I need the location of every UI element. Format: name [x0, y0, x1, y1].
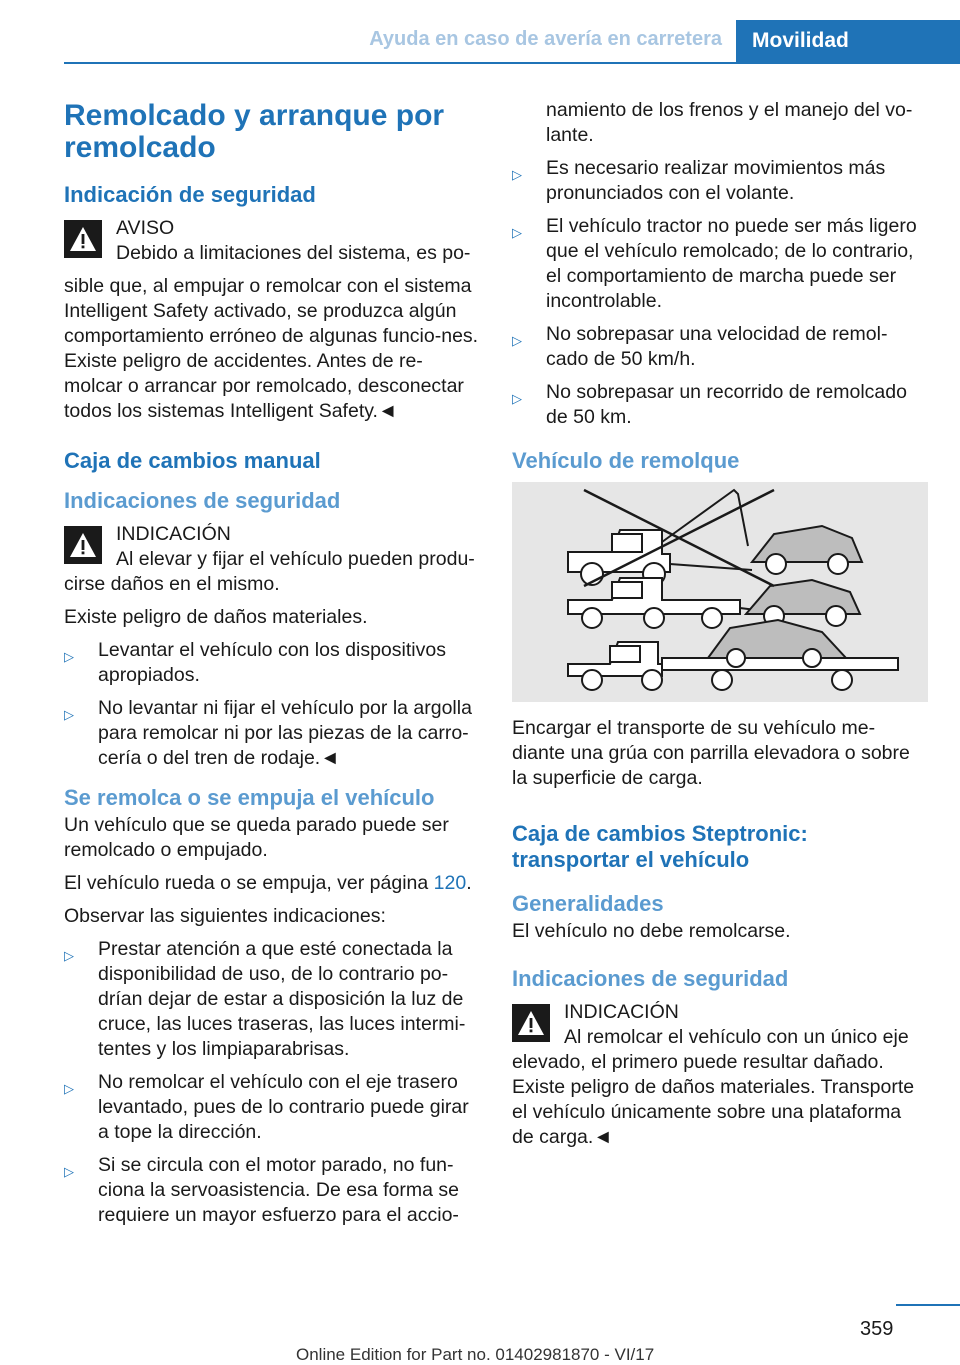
- warning-triangle-icon: [512, 1004, 550, 1042]
- page-title: Remolcado y arranque por remolcado: [64, 99, 445, 164]
- list-item: ▷ Levantar el vehículo con los dispositivos apropiados.: [64, 639, 446, 686]
- right-column: [512, 98, 928, 1158]
- notice-first-line: Al remolcar el vehículo con un único eje: [564, 1026, 909, 1048]
- figure-caption: Encargar el transporte de su vehículo me-diante una grúa con parrilla elevadora o sobre la superficie de carga.: [512, 717, 910, 789]
- steptronic-heading: Caja de cambios Steptronic: transportar el vehículo: [512, 821, 808, 872]
- notice-body: elevado, el primero puede resultar dañado. Existe peligro de daños materiales. Transporte el vehículo únicamente sobre una plataforma de carga.◄: [512, 1051, 915, 1148]
- list-item: ▷ Es necesario realizar movimientos más pronunciados con el volante.: [512, 157, 886, 204]
- danger-text: Existe peligro de daños materiales.: [64, 606, 368, 628]
- notice-block: [512, 1000, 928, 1050]
- trailer-heading: Vehículo de remolque: [512, 448, 740, 473]
- list-item: ▷ No sobrepasar un recorrido de remolcado de 50 km.: [512, 381, 907, 428]
- list-item: ▷ No remolcar el vehículo con el eje trasero levantado, pues de lo contrario puede girar a tope la dirección.: [64, 1071, 469, 1143]
- towing-paragraph: Un vehículo que se queda parado puede ser remolcado o empujado.: [64, 814, 449, 861]
- observe-text: Observar las siguientes indicaciones:: [64, 905, 386, 927]
- list-item: ▷ Prestar atención a que esté conectada la disponibilidad de uso, de lo contrario po-drían dejar de estar a disposición la luz de cruce, las luces traseras, las luces intermi-tentes y los limpiaparabrisas.: [64, 938, 466, 1060]
- towing-heading: Se remolca o se empuja el vehículo: [64, 785, 435, 810]
- edition-footer: Online Edition for Part no. 01402981870 - VI/17: [296, 1345, 655, 1364]
- tow-vehicle-illustration: [512, 482, 928, 702]
- list-item: ▷ El vehículo tractor no puede ser más ligero que el vehículo remolcado; de lo contrario, el comportamiento de marcha puede ser incontrolable.: [512, 215, 917, 312]
- warning-title: AVISO: [116, 217, 175, 239]
- triangle-bullet-icon: ▷: [512, 225, 522, 240]
- notice-first-line: Al elevar y fijar el vehículo pueden produ-: [116, 548, 475, 570]
- header-rule: [64, 62, 960, 64]
- general-paragraph: El vehículo no debe remolcarse.: [512, 920, 791, 942]
- manual-gearbox-heading: Caja de cambios manual: [64, 448, 321, 473]
- triangle-bullet-icon: ▷: [512, 333, 522, 348]
- warning-triangle-icon: [64, 526, 102, 564]
- safety-heading: Indicación de seguridad: [64, 182, 316, 207]
- page-number: 359: [860, 1318, 894, 1340]
- warning-block: [64, 216, 480, 274]
- steering-list: [512, 156, 928, 430]
- triangle-bullet-icon: ▷: [512, 167, 522, 182]
- warning-body: sible que, al empujar o remolcar con el sistema Intelligent Safety activado, se produzca algún comportamiento erróneo de algunas funcio-nes. Existe peligro de accidentes. Antes de re-molcar o arrancar por remolcado, desconectar todos los sistemas Intelligent Safety.◄: [64, 275, 479, 422]
- notice-title: INDICACIÓN: [116, 523, 231, 545]
- continued-text: namiento de los frenos y el manejo del vo-lante.: [546, 99, 913, 146]
- triangle-bullet-icon: ▷: [64, 707, 74, 722]
- general-heading: Generalidades: [512, 891, 664, 916]
- manual-safety-heading: Indicaciones de seguridad: [64, 488, 341, 513]
- triangle-bullet-icon: ▷: [64, 1164, 74, 1179]
- warning-triangle-icon: [64, 220, 102, 258]
- left-column: [64, 100, 480, 1236]
- list-item: ▷ Si se circula con el motor parado, no fun-ciona la servoasistencia. De esa forma se requiere un mayor esfuerzo para el accio-: [64, 1154, 459, 1226]
- page-link[interactable]: 120: [433, 872, 467, 894]
- header-section-title: Ayuda en caso de avería en carretera: [369, 28, 722, 50]
- list-item: ▷ No levantar ni fijar el vehículo por la argolla para remolcar ni por las piezas de la carro-cería o del tren de rodaje.◄: [64, 697, 472, 769]
- notice-body: cirse daños en el mismo.: [64, 573, 280, 595]
- towing-reference: El vehículo rueda o se empuja, ver página 120.: [64, 872, 472, 894]
- notice-title: INDICACIÓN: [564, 1001, 679, 1023]
- notice-block: [64, 522, 480, 572]
- triangle-bullet-icon: ▷: [64, 1081, 74, 1096]
- footer-rule: [896, 1304, 960, 1306]
- list-item: ▷ No sobrepasar una velocidad de remol-cado de 50 km/h.: [512, 323, 888, 370]
- lifting-list: [64, 638, 480, 771]
- triangle-bullet-icon: ▷: [64, 948, 74, 963]
- triangle-bullet-icon: ▷: [512, 391, 522, 406]
- triangle-bullet-icon: ▷: [64, 649, 74, 664]
- header-chapter-tab: Movilidad: [736, 20, 960, 62]
- warning-first-line: Debido a limitaciones del sistema, es po-: [116, 242, 471, 264]
- instructions-list: [64, 937, 480, 1228]
- steptronic-safety-heading: Indicaciones de seguridad: [512, 966, 789, 991]
